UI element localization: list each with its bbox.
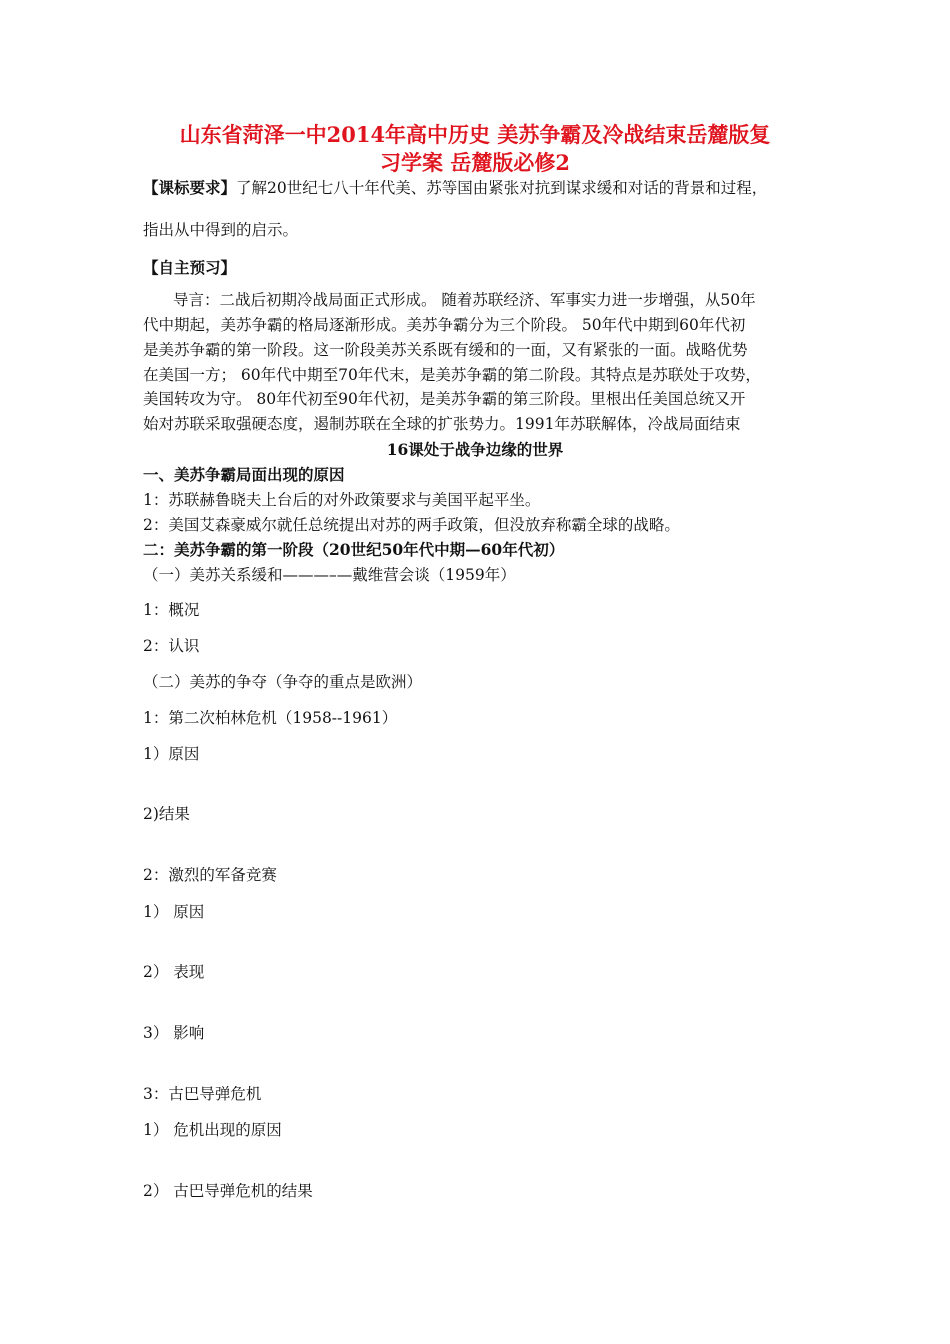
preview-heading: 【自主预习】 [143, 258, 237, 277]
lesson-title: 16课处于战争边缘的世界 [386, 440, 564, 459]
intro-line: 美国转攻为守。 80年代初至90年代初，是美苏争霸的第三阶段。里根出任美国总统又开 [143, 390, 746, 408]
section1-heading: 一、美苏争霸局面出现的原因 [143, 465, 345, 484]
curriculum-requirement [143, 178, 767, 198]
subsection-detente: （一）美苏关系缓和———–—戴维营会谈（1959年） [143, 566, 516, 584]
intro-line: 导言：二战后初期冷战局面正式形成。 随着苏联经济、军事实力进一步增强，从50年 [173, 291, 756, 309]
section1-item: 2：美国艾森豪威尔就任总统提出对苏的两手政策，但没放弃称霸全球的战略。 [143, 516, 680, 534]
intro-line: 是美苏争霸的第一阶段。这一阶段美苏关系既有缓和的一面，又有紧张的一面。战略优势 [143, 341, 748, 359]
outline-item: 1） 原因 [143, 903, 205, 921]
intro-line: 在美国一方； 60年代中期至70年代末，是美苏争霸的第二阶段。其特点是苏联处于攻势， [143, 366, 761, 384]
outline-item: 2） 古巴导弹危机的结果 [143, 1182, 313, 1200]
curriculum-label: 【课标要求】 [143, 178, 237, 197]
outline-item: 2)结果 [143, 805, 190, 823]
document-title-line1: 山东省菏泽一中2014年高中历史 美苏争霸及冷战结束岳麓版复 [179, 122, 771, 147]
outline-item: 2） 表现 [143, 963, 205, 981]
cuba-crisis-heading: 3：古巴导弹危机 [143, 1085, 262, 1103]
intro-line: 始对苏联采取强硬态度，遏制苏联在全球的扩张势力。1991年苏联解体，冷战局面结束 [143, 415, 741, 433]
outline-item: 1）原因 [143, 745, 200, 763]
outline-item: 2：认识 [143, 637, 200, 655]
curriculum-text-line2: 指出从中得到的启示。 [143, 221, 299, 239]
curriculum-text-line1: 了解20世纪七八十年代美、苏等国由紧张对抗到谋求缓和对话的背景和过程， [236, 179, 768, 197]
section2-heading: 二：美苏争霸的第一阶段（20世纪50年代中期—60年代初） [143, 540, 565, 559]
outline-item: 1） 危机出现的原因 [143, 1121, 282, 1139]
intro-line: 代中期起，美苏争霸的格局逐渐形成。美苏争霸分为三个阶段。 50年代中期到60年代初 [143, 316, 746, 334]
berlin-crisis-heading: 1：第二次柏林危机（1958--1961） [143, 709, 398, 727]
document-title-line2: 习学案 岳麓版必修2 [380, 150, 570, 175]
arms-race-heading: 2：激烈的军备竞赛 [143, 866, 277, 884]
outline-item: 1：概况 [143, 601, 200, 619]
outline-item: 3） 影响 [143, 1024, 205, 1042]
section1-item: 1：苏联赫鲁晓夫上台后的对外政策要求与美国平起平坐。 [143, 491, 541, 509]
subsection-rivalry: （二）美苏的争夺（争夺的重点是欧洲） [143, 673, 423, 691]
